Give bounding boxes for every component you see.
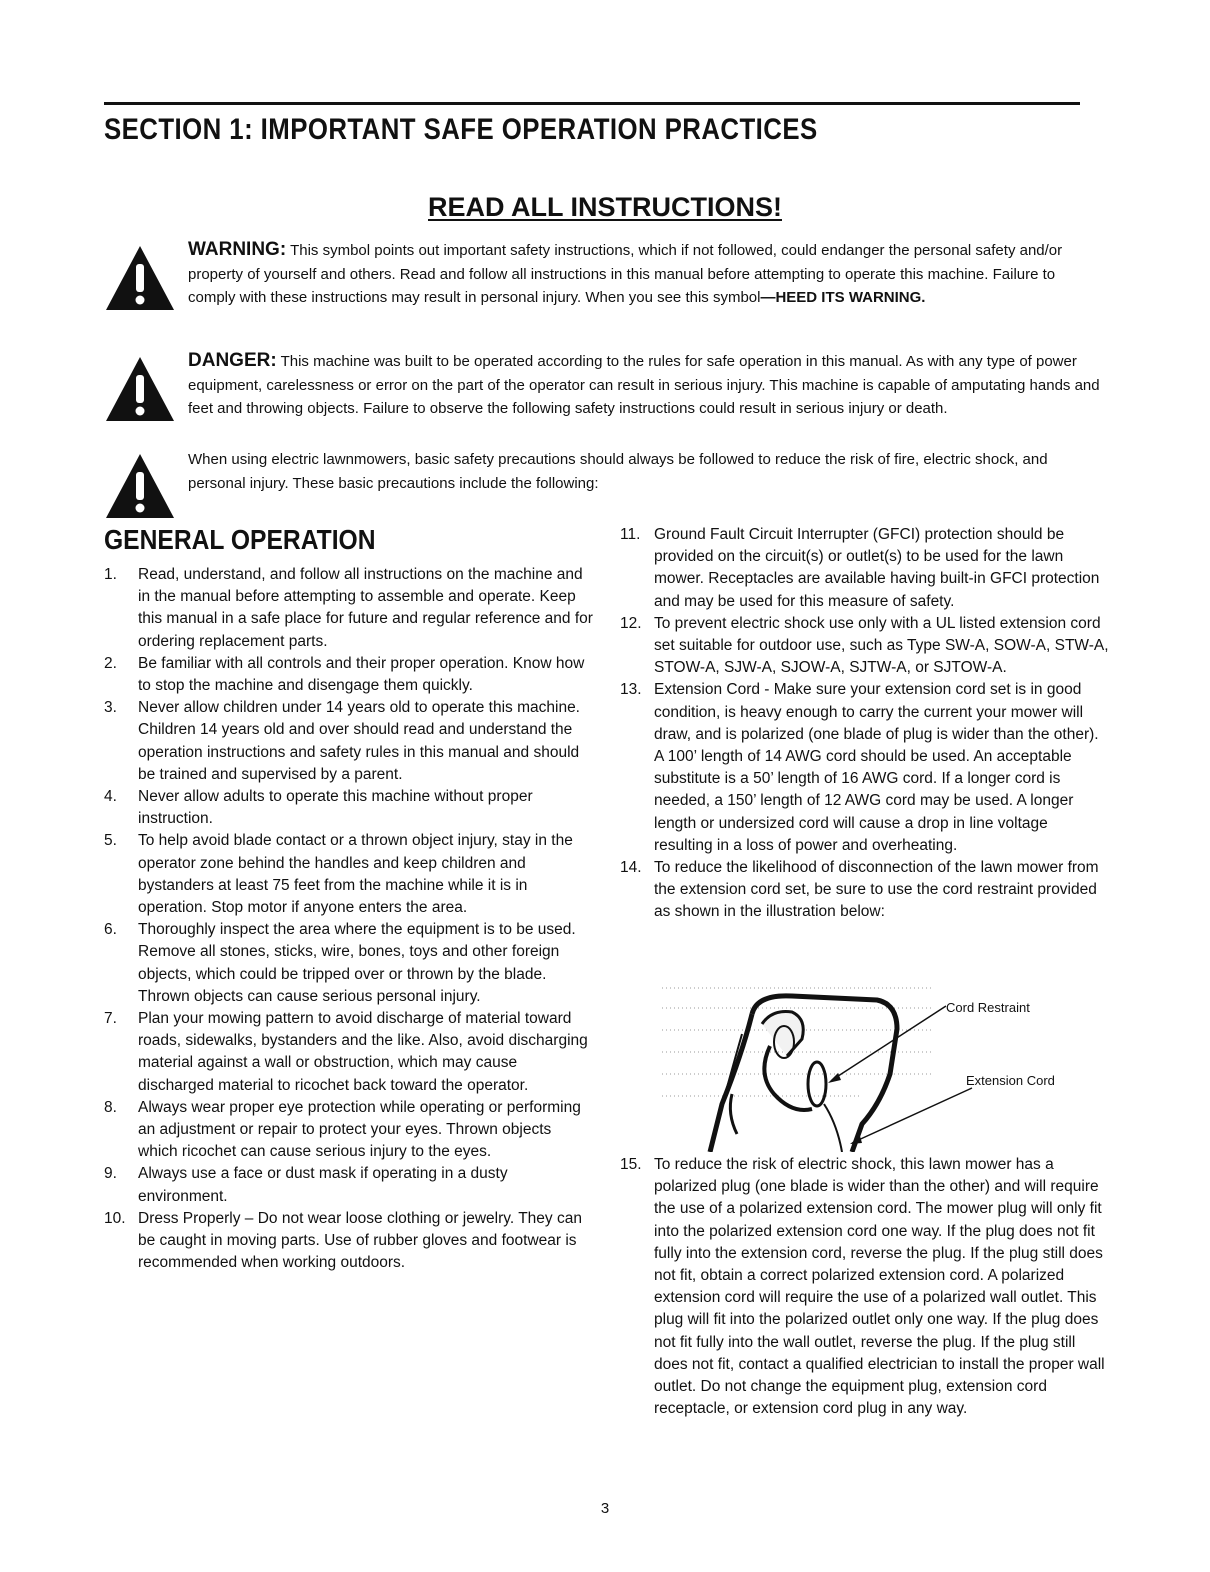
list-item: 12. To prevent electric shock use only with a UL listed extension cord set suitable for outdoor use, such as Type SW-A, SOW-A, STW-A, STOW-A, SJW-A, SJOW-A, SJTW-A, or SJTOW-A. [620, 614, 1109, 677]
label-cord-restraint: Cord Restraint [946, 1000, 1030, 1015]
general-operation-list-item-15 [620, 1154, 1110, 1420]
section-title: SECTION 1: IMPORTANT SAFE OPERATION PRACTICES [104, 113, 818, 146]
warning-block [104, 238, 1104, 338]
heed-its-warning: —HEED ITS WARNING. [760, 289, 926, 306]
danger-block [104, 349, 1104, 444]
general-operation-list-right [620, 524, 1110, 924]
list-item: 1. Read, understand, and follow all instructions on the machine and in the manual before attempting to assemble and operate. Keep this manual in a safe place for future and regular reference and for ordering replacement parts. [104, 566, 593, 650]
caution-triangle-icon [104, 452, 176, 520]
list-item: 10. Dress Properly – Do not wear loose clothing or jewelry. They can be caught in moving parts. Use of rubber gloves and footwear is recommended when working outdoors. [104, 1209, 582, 1272]
list-item: 2. Be familiar with all controls and their proper operation. Know how to stop the machine and disengage them quickly. [104, 654, 585, 695]
electric-precautions-block [104, 446, 1104, 501]
danger-paragraph [188, 349, 1106, 421]
electric-precautions-text: When using electric lawnmowers, basic safety precautions should always be followed to reduce the risk of fire, electric shock, and personal injury. These basic precautions include the following: [188, 451, 1048, 492]
warning-triangle-icon [104, 244, 176, 312]
list-item: 6. Thoroughly inspect the area where the equipment is to be used. Remove all stones, sticks, wire, bones, toys and other foreign objects, which could be tripped over or thrown by the blade. Thrown objects can cause serious personal injury. [104, 921, 576, 1005]
list-item: 13. Extension Cord - Make sure your extension cord set is in good condition, is heavy enough to carry the current your mower will draw, and is polarized (one blade of plug is wider than the other). A 100’ length of 14 AWG cord should be used. An acceptable substitute is a 50’ length of 16 AWG cord. If a longer cord is needed, a 150’ length of 12 AWG cord may be used. A longer length or undersized cord will cause a drop in line voltage resulting in a loss of power and overheating. [620, 681, 1099, 854]
cord-restraint-illustration [662, 984, 1102, 1152]
list-item: 7. Plan your mowing pattern to avoid discharge of material toward roads, sidewalks, bystanders and the like. Also, avoid discharging material against a wall or obstruction, which may cause discharged material to ricochet back toward the operator. [104, 1010, 588, 1094]
danger-triangle-icon [104, 355, 176, 423]
general-operation-heading: GENERAL OPERATION [104, 524, 376, 555]
list-item: 11. Ground Fault Circuit Interrupter (GFCI) protection should be provided on the circuit(s) or outlet(s) to be used for the lawn mower. Receptacles are available having built-in GFCI protection and may be used for this measure of safety. [620, 526, 1100, 610]
list-item: 3. Never allow children under 14 years old to operate this machine. Children 14 years old and over should read and understand the operation instructions and safety rules in this manual and should be trained and supervised by a parent. [104, 699, 580, 783]
warning-text: This symbol points out important safety instructions, which if not followed, could endanger the personal safety and/or property of yourself and others. Read and follow all instructions in this manual before attempting to operate this machine. Failure to comply with these instructions may result in personal injury. When you see this symbol [188, 242, 1063, 306]
general-operation-list-left [104, 564, 594, 1275]
danger-keyword: DANGER: [188, 350, 277, 371]
danger-text: This machine was built to be operated according to the rules for safe operation in this manual. As with any type of power equipment, carelessness or error on the part of the operator can result in serious injury. This machine is capable of amputating hands and feet and throwing objects. Failure to observe the following safety instructions could result in serious injury or death. [188, 353, 1100, 417]
list-item: 4. Never allow adults to operate this machine without proper instruction. [104, 788, 533, 828]
warning-keyword: WARNING: [188, 239, 287, 260]
label-extension-cord: Extension Cord [966, 1073, 1055, 1088]
read-all-instructions-heading: READ ALL INSTRUCTIONS! [428, 192, 782, 222]
list-item: 15. To reduce the risk of electric shock, this lawn mower has a polarized plug (one blade is wider than the other) and will require the use of a polarized extension cord. The mower plug will only fit into the polarized extension cord one way. If the plug does not fit fully into the extension cord, reverse the plug. If the plug still does not fit, obtain a correct polarized extension cord. A polarized extension cord will require the use of a polarized wall outlet. This plug will fit into the polarized outlet only one way. If the plug does not fit fully into the wall outlet, reverse the plug. If the plug still does not fit, contact a qualified electrician to install the proper wall outlet. Do not change the equipment plug, extension cord receptacle, or extension cord plug in any way. [620, 1156, 1105, 1418]
top-rule [104, 102, 1080, 105]
list-item: 8. Always wear proper eye protection while operating or performing an adjustment or repair to protect your eyes. Thrown objects which ricochet can cause serious injury to the eyes. [104, 1098, 581, 1161]
warning-paragraph [188, 238, 1106, 310]
list-item: 9. Always use a face or dust mask if operating in a dusty environment. [104, 1165, 508, 1205]
list-item: 5. To help avoid blade contact or a thrown object injury, stay in the operator zone behind the handles and keep children and bystanders at least 75 feet from the machine while it is in operation. Stop motor if anyone enters the area. [104, 832, 573, 917]
list-item: 14. To reduce the likelihood of disconnection of the lawn mower from the extension cord set, be sure to use the cord restraint provided as shown in the illustration below: [620, 859, 1099, 921]
callout-arrows [662, 984, 1102, 1152]
page-number: 3 [600, 1500, 610, 1517]
